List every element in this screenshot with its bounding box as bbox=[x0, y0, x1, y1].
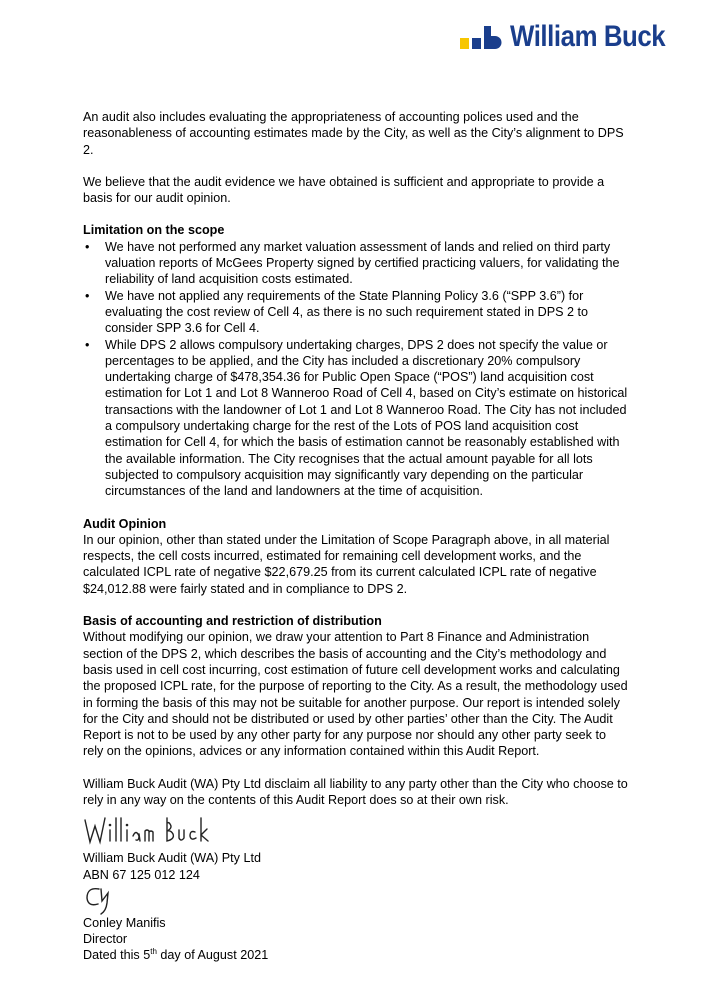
abn: ABN 67 125 012 124 bbox=[83, 867, 200, 882]
list-item: • While DPS 2 allows compulsory undertaking charges, DPS 2 does not specify the value or percentages to be applied, and the City has included a discretionary 20% compulsory undertaking charge of $478,354.36 for Public Open Space (“POS”) land acquisition cost estimation for Lot 1 and Lot 8 Wanneroo Road of Cell 4, based on City’s estimate on historical transactions with the landowner of Lot 1 and Lot 8 Wanneroo Road. The City has not included a compulsory undertaking charge for the rest of the Lots of POS land acquisition cost estimation for Cell 4, for which the basis of estimation cannot be reasonably established with the available information. The City recognises that the actual amount payable for all lots subjected to compulsory acquisition may significantly vary depending on the particular circumstances of the land and landowners at the time of acquisition. bbox=[83, 337, 628, 500]
limitation-list bbox=[83, 239, 628, 500]
firm-signature-icon bbox=[83, 814, 213, 848]
william-buck-logo bbox=[460, 22, 690, 52]
list-item: • We have not performed any market valuation assessment of lands and relied on third party valuation reports of McGees Property signed by certified practicing valuers, for validating the reliability of land acquisition costs estimated. bbox=[83, 239, 628, 288]
heading-basis-of-accounting: Basis of accounting and restriction of distribution bbox=[83, 614, 382, 629]
director-name: Conley Manifis bbox=[83, 915, 166, 930]
list-item: • We have not applied any requirements of the State Planning Policy 3.6 (“SPP 3.6”) for evaluating the cost review of Cell 4, as there is no such requirement stated in DPS 2 to consider SPP 3.6 for Cell 4. bbox=[83, 288, 628, 337]
paragraph-audit-scope: An audit also includes evaluating the appropriateness of accounting polices used and the reasonableness of accounting estimates made by the City, as well as the City’s alignment to DPS 2. bbox=[83, 110, 624, 157]
director-signature-icon bbox=[83, 883, 123, 915]
logo-text: William Buck bbox=[509, 20, 665, 53]
director-title: Director bbox=[83, 932, 128, 947]
date-line: Dated this 5th day of August 2021 bbox=[83, 947, 269, 963]
firm-signature bbox=[83, 814, 628, 850]
heading-audit-opinion: Audit Opinion bbox=[83, 516, 167, 531]
document-body bbox=[83, 109, 628, 964]
firm-name: William Buck Audit (WA) Pty Ltd bbox=[83, 851, 261, 866]
paragraph-audit-opinion: In our opinion, other than stated under the Limitation of Scope Paragraph above, in all material respects, the cell costs incurred, estimated for remaining cell development works, and the calculated ICPL rate of negative $22,679.25 from its current calculated ICPL rate of negative $24,012.88 were fairly stated and in compliance to DPS 2. bbox=[83, 532, 610, 596]
heading-limitation: Limitation on the scope bbox=[83, 223, 225, 238]
director-signature bbox=[83, 883, 628, 915]
logo-mark-icon bbox=[460, 24, 504, 50]
paragraph-audit-evidence: We believe that the audit evidence we have obtained is sufficient and appropriate to provide a basis for our audit opinion. bbox=[83, 174, 605, 206]
paragraph-disclaimer: William Buck Audit (WA) Pty Ltd disclaim all liability to any party other than the City who choose to rely in any way on the contents of this Audit Report does so at their own risk. bbox=[83, 776, 628, 807]
paragraph-basis-of-accounting: Without modifying our opinion, we draw your attention to Part 8 Finance and Administration section of the DPS 2, which describes the basis of accounting and the City’s methodology and basis used in cell cost incurring, cost estimation of future cell development works and calculating the proposed ICPL rate, for the purpose of reporting to the City. As a result, the methodology used in forming the basis of this may not be suitable for another purpose. Our report is intended solely for the City and should not be distributed or used by other parties’ other than the City. The Audit Report is not to be used by any other party for any purpose nor should any other party seek to rely on the opinions, advices or any information contained within this Audit Report. bbox=[83, 630, 628, 759]
